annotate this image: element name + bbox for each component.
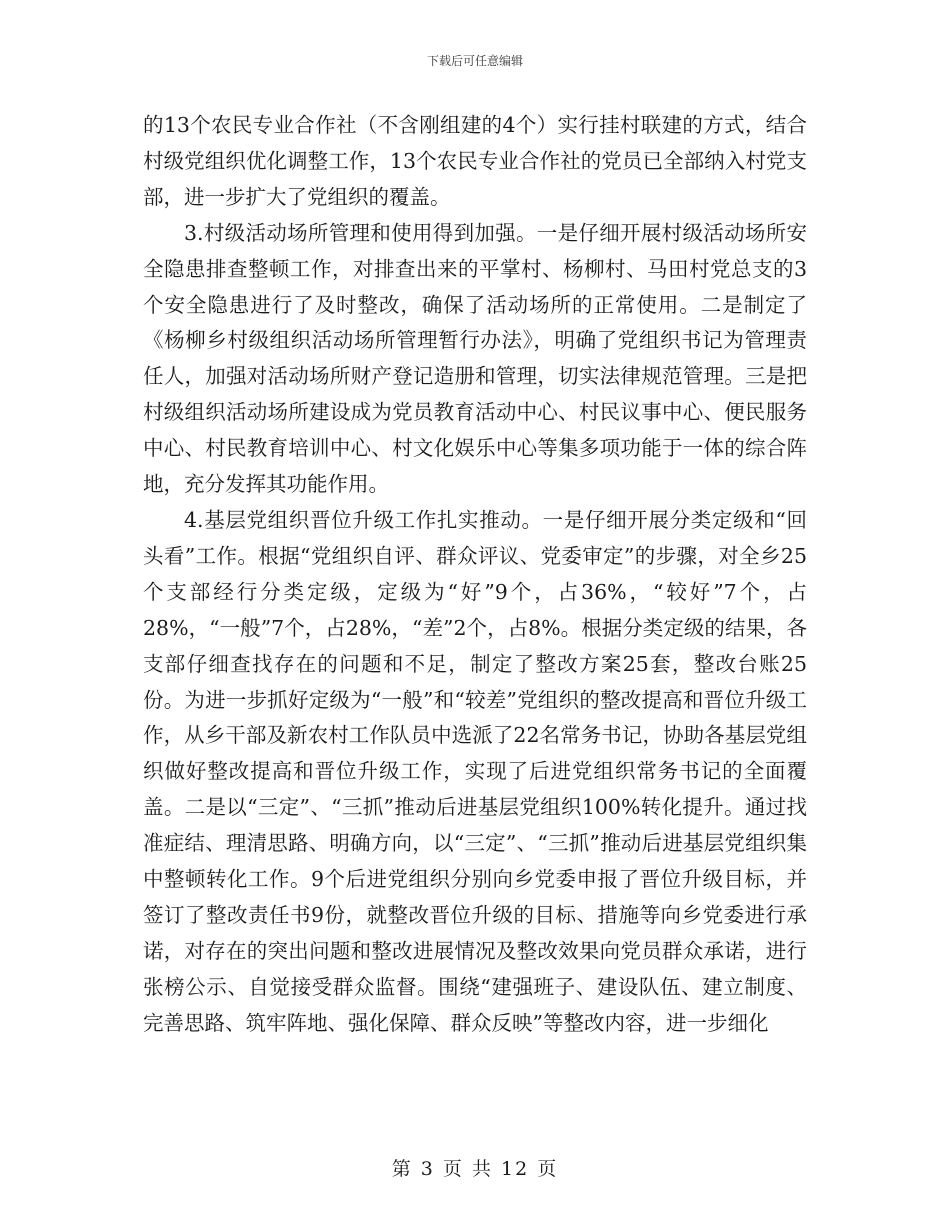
page-number: 第 3 页 共 12 页 [391, 1158, 559, 1180]
document-body [143, 108, 807, 1042]
paragraph-continuation: 的13个农民专业合作社（不含刚组建的4个）实行挂村联建的方式，结合村级党组织优化调整工作，13个农民专业合作社的党员已全部纳入村党支部，进一步扩大了党组织的覆盖。 [143, 113, 807, 209]
page-header-note: 下载后可任意编辑 [426, 54, 523, 68]
paragraph-item-3: 3.村级活动场所管理和使用得到加强。一是仔细开展村级活动场所安全隐患排查整顿工作，对排查出来的平掌村、杨柳村、马田村党总支的3个安全隐患进行了及时整改，确保了活动场所的正常使用。二是制定了《杨柳乡村级组织活动场所管理暂行办法》，明确了党组织书记为管理责任人，加强对活动场所财产登记造册和管理，切实法律规范管理。三是把村级组织活动场所建设成为党员教育活动中心、村民议事中心、便民服务中心、村民教育培训中心、村文化娱乐中心等集多项功能于一体的综合阵地，充分发挥其功能作用。 [143, 220, 807, 497]
paragraph-item-4: 4.基层党组织晋位升级工作扎实推动。一是仔细开展分类定级和“回头看”工作。根据“党组织自评、群众评议、党委审定”的步骤，对全乡25个支部经行分类定级，定级为“好”9个，占36%，“较好”7个，占28%，“一般”7个，占28%，“差”2个，占8%。根据分类定级的结果，各支部仔细查找存在的问题和不足，制定了整改方案25套，整改台账25份。为进一步抓好定级为“一般”和“较差”党组织的整改提高和晋位升级工作，从乡干部及新农村工作队员中选派了22名常务书记，协助各基层党组织做好整改提高和晋位升级工作，实现了后进党组织常务书记的全面覆盖。二是以“三定”、“三抓”推动后进基层党组织100%转化提升。通过找准症结、理清思路、明确方向，以“三定”、“三抓”推动后进基层党组织集中整顿转化工作。9个后进党组织分别向乡党委申报了晋位升级目标，并签订了整改责任书9份，就整改晋位升级的目标、措施等向乡党委进行承诺，对存在的突出问题和整改进展情况及整改效果向党员群众承诺，进行张榜公示、自觉接受群众监督。围绕“建强班子、建设队伍、建立制度、完善思路、筑牢阵地、强化保障、群众反映”等整改内容，进一步细化 [143, 507, 807, 1035]
